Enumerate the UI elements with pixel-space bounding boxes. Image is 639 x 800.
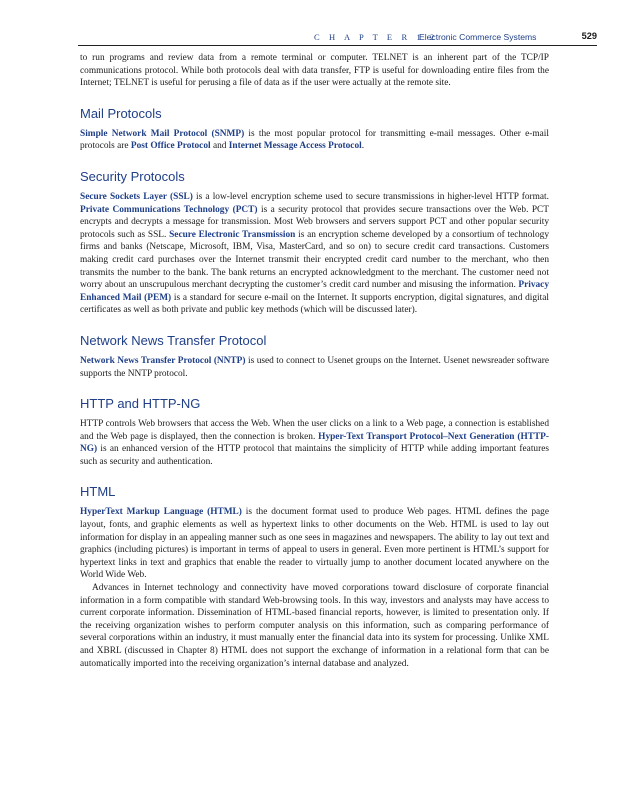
page-number: 529 xyxy=(581,31,597,41)
term-pem: Privacy Enhanced Mail (PEM) xyxy=(80,280,549,303)
term-pct: Private Communications Technology (PCT) xyxy=(80,204,258,215)
intro-paragraph: to run programs and review data from a remote terminal or computer. TELNET is an inherent part of the TCP/IP communications protocol. While both protocols deal with data transfer, FTP is useful for downloading entire files from the Internet; TELNET is useful for perusing a file of data as if the user were actually at the remote site. xyxy=(80,53,549,89)
nntp-paragraph: Network News Transfer Protocol (NNTP) is used to connect to Usenet groups on the Internet. Usenet newsreader software supports the NNTP protocol. xyxy=(80,355,549,379)
term-smtp: Simple Network Mail Protocol (SNMP) xyxy=(80,128,245,139)
term-httpng: Hyper-Text Transport Protocol–Next Generation (HTTP-NG) xyxy=(80,431,549,455)
heading-mail-protocols: Mail Protocols xyxy=(80,105,162,121)
html-paragraph-2: Advances in Internet technology and connectivity have moved corporations toward disclosure of corporate financial information in a form compatible with standard Web-browsing tools. In this way, investors and analysts may have access to current corporate information. Dissemination of HTML-based financial reports, however, is limited to presentation only. If the receiving organization wishes to perform computer analysis on this information, such as comparing performance of several corporations within an industry, it must manually enter the financial data into its system for processing. Unlike XML and XBRL (discussed in Chapter 8) HTML does not support the exchange of information in a relational form that can be automatically imported into the receiving organization’s internal database and analyzed. xyxy=(80,583,549,669)
heading-html: HTML xyxy=(80,484,116,500)
heading-security-protocols: Security Protocols xyxy=(80,168,185,184)
term-ssl: Secure Sockets Layer (SSL) xyxy=(80,191,193,202)
term-set: Secure Electronic Transmission xyxy=(169,229,296,240)
html-paragraph: HyperText Markup Language (HTML) is the document format used to produce Web pages. HTML defines the page layout, fonts, and graphic elements as well as hypertext links to other documents on the Web. HTML is used to lay out information for display in an appealing manner such as one sees in magazines and newspapers. The ability to lay out text and graphics (including pictures) is important in terms of appeal to users in general. Even more pertinent is HTML’s support for hypertext links in text and graphics that enable the reader to virtually jump to another document located anywhere on the World Wide Web. xyxy=(80,507,549,581)
term-imap: Internet Message Access Protocol xyxy=(228,141,362,152)
http-paragraph: HTTP controls Web browsers that access the Web. When the user clicks on a link to a Web page, a connection is established and the Web page is displayed, then the connection is broken. Hyper-Text Transport Protocol–Next Generation (HTTP-NG) is an enhanced version of the HTTP protocol that maintains the simplicity of HTTP while adding important features such as security and authentication. xyxy=(80,419,549,467)
body-text xyxy=(80,52,549,670)
mail-paragraph: Simple Network Mail Protocol (SNMP) is the most popular protocol for transmitting e-mail messages. Other e-mail protocols are Post Office Protocol and Internet Message Access Protocol. xyxy=(80,128,550,152)
running-head xyxy=(78,31,597,45)
term-html: HyperText Markup Language (HTML) xyxy=(80,507,242,518)
header-rule xyxy=(78,45,597,46)
security-paragraph: Secure Sockets Layer (SSL) is a low-level encryption scheme used to secure transmissions in higher-level HTTP format. Private Communications Technology (PCT) is a security protocol that provides secure transactions over the Web. PCT encrypts and decrypts a message for transmission. Most Web browsers and servers support PCT and other popular security protocols such as SSL. Secure Electronic Transmission is an encryption scheme developed by a consortium of technology firms and banks (Netscape, Microsoft, IBM, Visa, MasterCard, and so on) to secure credit card transactions. Customers making credit card purchases over the Internet transmit their encrypted credit card number to the merchant, who then transmits the number to the bank. The bank returns an encrypted acknowledgment to the merchant. The customer need not worry about an unscrupulous merchant decrypting the customer’s credit card number and misusing the information. Privacy Enhanced Mail (PEM) is a standard for secure e-mail on the Internet. It supports encryption, digital signatures, and digital certificates as well as both private and public key methods (which will be discussed later). xyxy=(80,191,550,316)
chapter-title: Electronic Commerce Systems xyxy=(419,32,537,42)
chapter-label: C H A P T E R 1 2 xyxy=(314,32,438,42)
heading-nntp: Network News Transfer Protocol xyxy=(80,332,267,348)
heading-http: HTTP and HTTP-NG xyxy=(80,396,201,412)
term-nntp: Network News Transfer Protocol (NNTP) xyxy=(80,355,246,366)
term-pop: Post Office Protocol xyxy=(130,141,211,152)
